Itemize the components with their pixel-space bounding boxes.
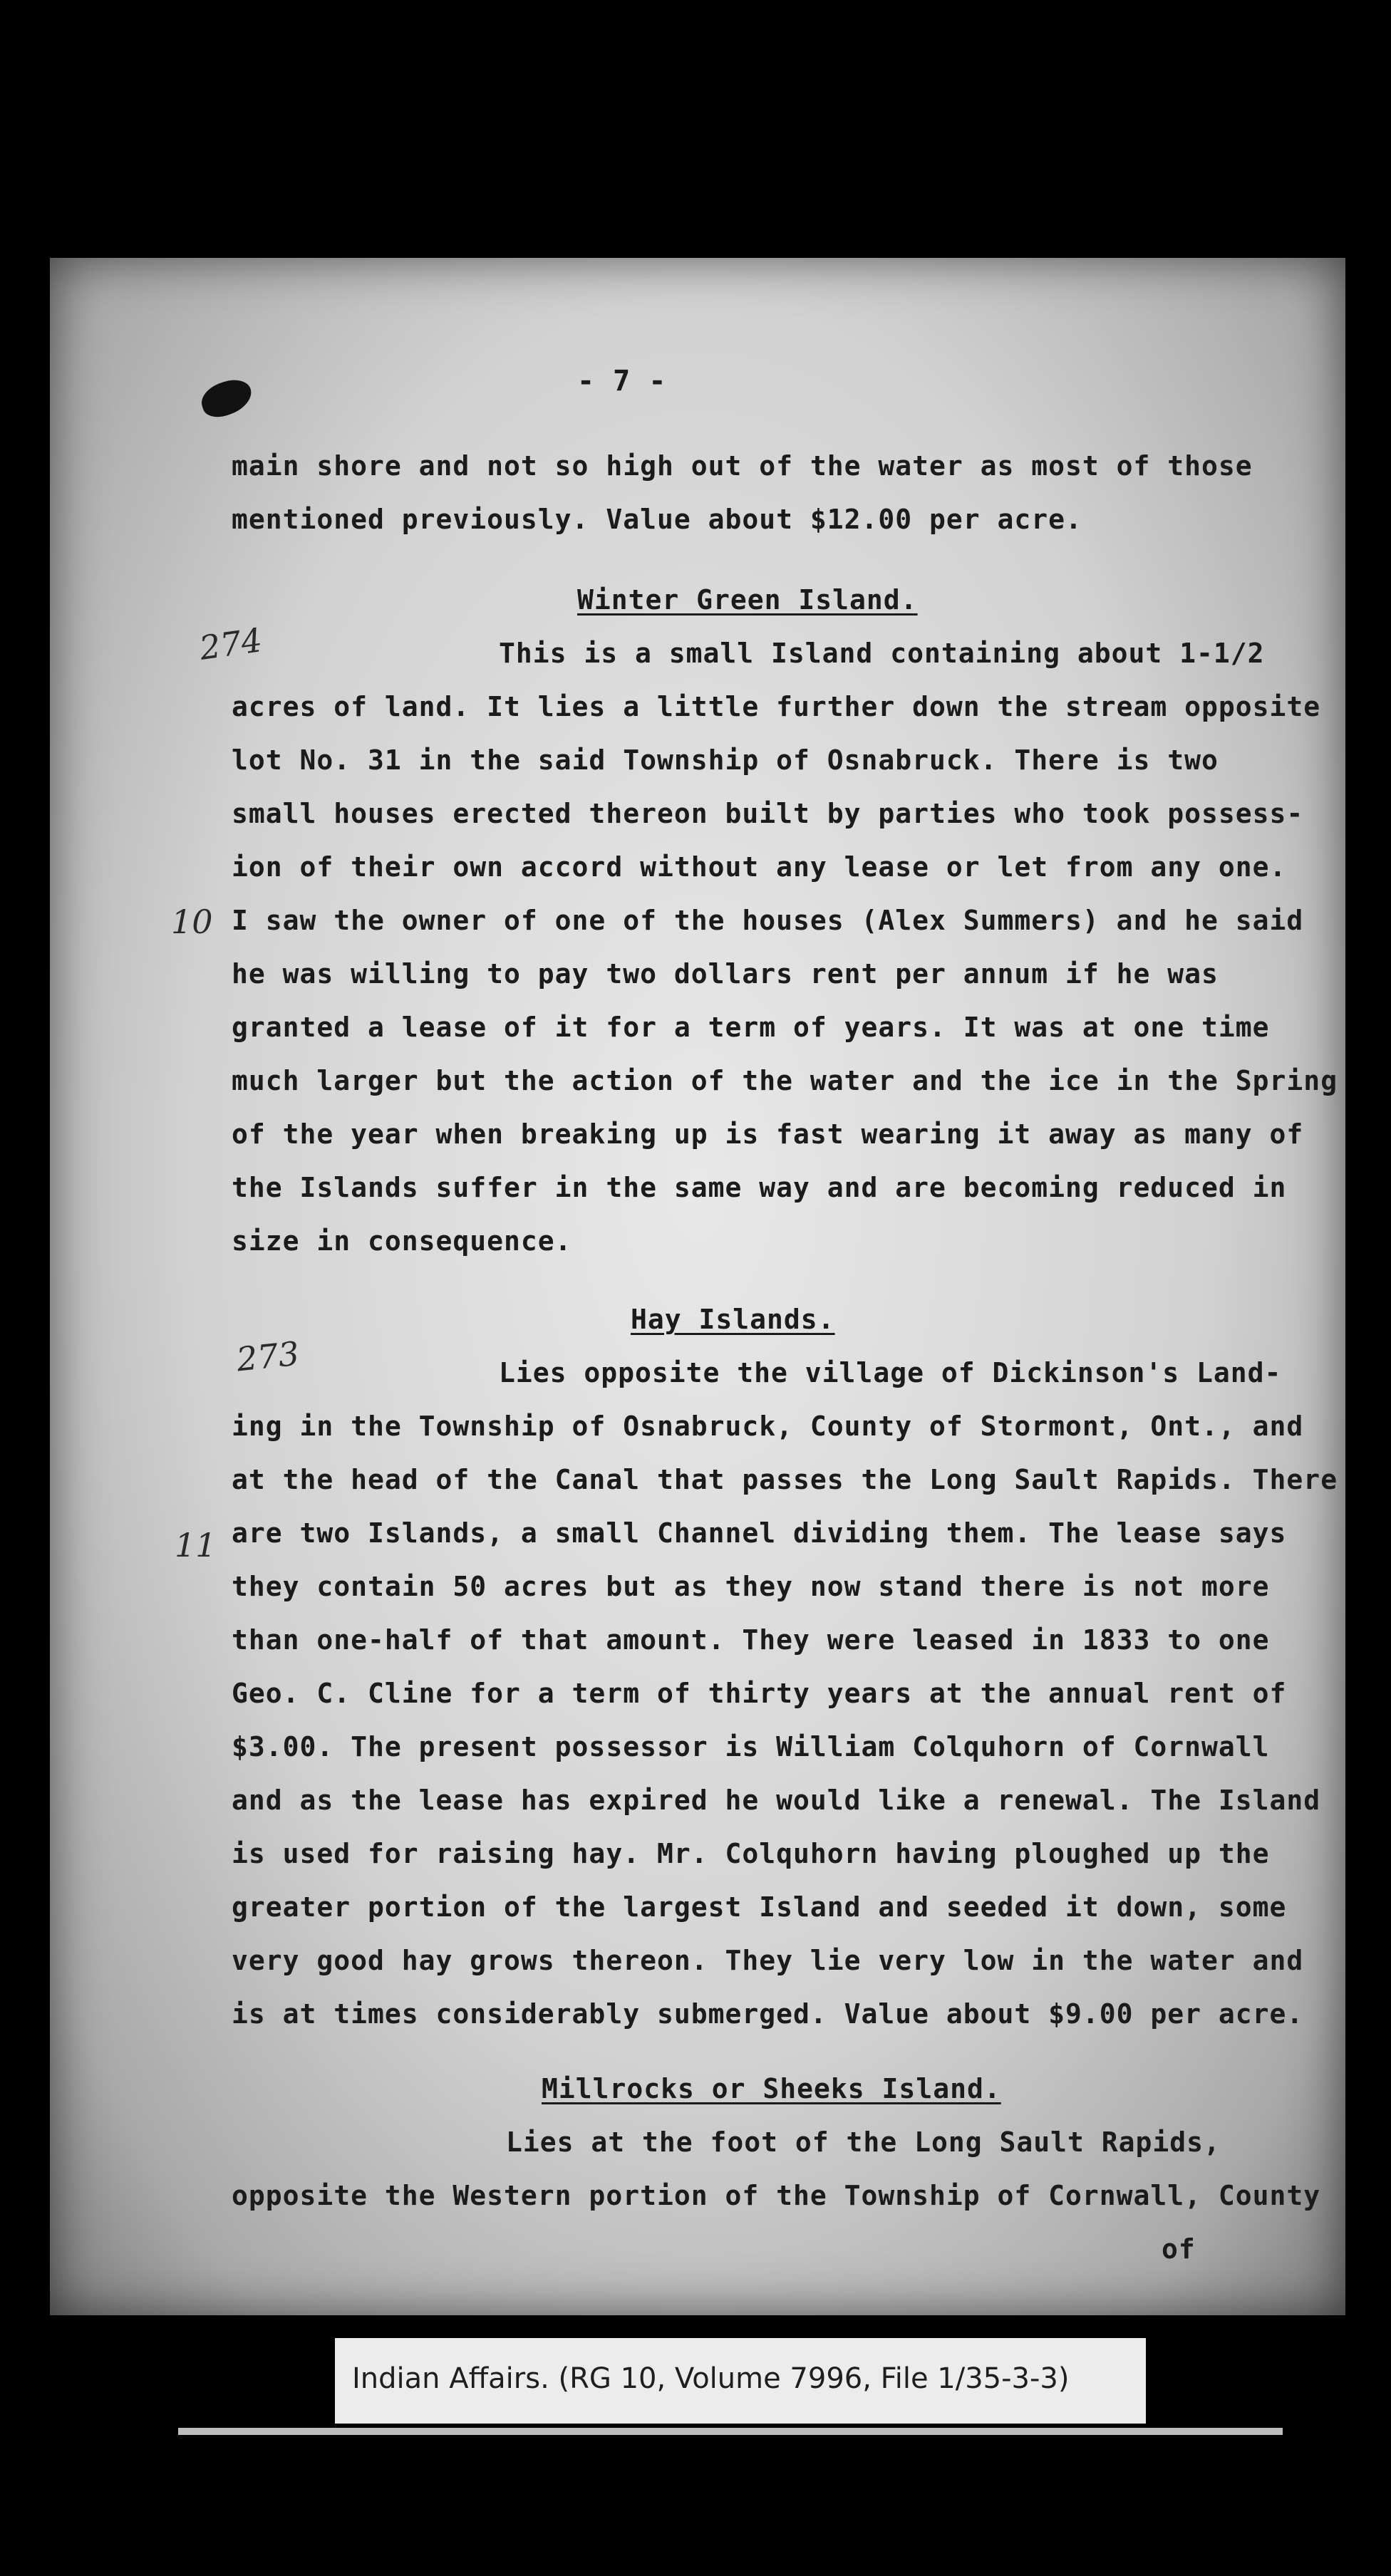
text-line: greater portion of the largest Island and seeded it down, some	[232, 1891, 1287, 1923]
text-line: at the head of the Canal that passes the Long Sault Rapids. There	[232, 1464, 1338, 1495]
text-line: I saw the owner of one of the houses (Alex Summers) and he said	[232, 905, 1304, 936]
section-heading-millrocks-island: Millrocks or Sheeks Island.	[542, 2073, 1001, 2104]
archive-caption-text: Indian Affairs. (RG 10, Volume 7996, File 1/35-3-3)	[352, 2362, 1070, 2395]
ink-blot	[197, 375, 257, 422]
text-line: This is a small Island containing about 1-1/2	[499, 638, 1265, 669]
section-heading-hay-islands: Hay Islands.	[631, 1304, 835, 1335]
text-line: acres of land. It lies a little further down the stream opposite	[232, 691, 1321, 722]
text-line: of	[1162, 2233, 1196, 2265]
text-line: much larger but the action of the water and the ice in the Spring	[232, 1065, 1338, 1096]
text-line: lot No. 31 in the said Township of Osnabruck. There is two	[232, 744, 1219, 776]
text-line: main shore and not so high out of the water as most of those	[232, 450, 1253, 482]
text-line: opposite the Western portion of the Township of Cornwall, County	[232, 2180, 1321, 2211]
text-line: Geo. C. Cline for a term of thirty years at the annual rent of	[232, 1678, 1287, 1709]
text-line: $3.00. The present possessor is William Colquhorn of Cornwall	[232, 1731, 1270, 1762]
handwritten-note: 273	[234, 1334, 301, 1379]
text-line: is used for raising hay. Mr. Colquhorn having ploughed up the	[232, 1838, 1270, 1869]
text-line: ing in the Township of Osnabruck, County of Stormont, Ont., and	[232, 1411, 1304, 1442]
handwritten-note: 274	[197, 620, 265, 668]
text-line: granted a lease of it for a term of years. It was at one time	[232, 1012, 1270, 1043]
film-edge-strip	[178, 2428, 1283, 2435]
archive-caption-label	[335, 2338, 1146, 2424]
text-line: are two Islands, a small Channel dividing them. The lease says	[232, 1517, 1287, 1549]
text-line: he was willing to pay two dollars rent per annum if he was	[232, 958, 1219, 990]
page-number: - 7 -	[577, 365, 667, 398]
document-page	[50, 258, 1345, 2315]
text-line: very good hay grows thereon. They lie very low in the water and	[232, 1945, 1304, 1976]
text-line: size in consequence.	[232, 1225, 572, 1257]
text-line: is at times considerably submerged. Value about $9.00 per acre.	[232, 1998, 1304, 2030]
text-line: the Islands suffer in the same way and are becoming reduced in	[232, 1172, 1287, 1203]
text-line: they contain 50 acres but as they now stand there is not more	[232, 1571, 1270, 1602]
text-line: ion of their own accord without any lease or let from any one.	[232, 851, 1287, 883]
text-line: and as the lease has expired he would like a renewal. The Island	[232, 1785, 1321, 1816]
section-heading-winter-green-island: Winter Green Island.	[577, 584, 918, 616]
text-line: Lies at the foot of the Long Sault Rapids,	[506, 2126, 1221, 2158]
text-line: Lies opposite the village of Dickinson's Land-	[499, 1357, 1282, 1388]
handwritten-note: 11	[175, 1526, 217, 1564]
handwritten-note: 10	[171, 903, 213, 941]
text-line: of the year when breaking up is fast wearing it away as many of	[232, 1118, 1304, 1150]
text-line: than one-half of that amount. They were leased in 1833 to one	[232, 1624, 1270, 1656]
text-line: small houses erected thereon built by parties who took possess-	[232, 798, 1304, 829]
text-line: mentioned previously. Value about $12.00 per acre.	[232, 504, 1082, 535]
